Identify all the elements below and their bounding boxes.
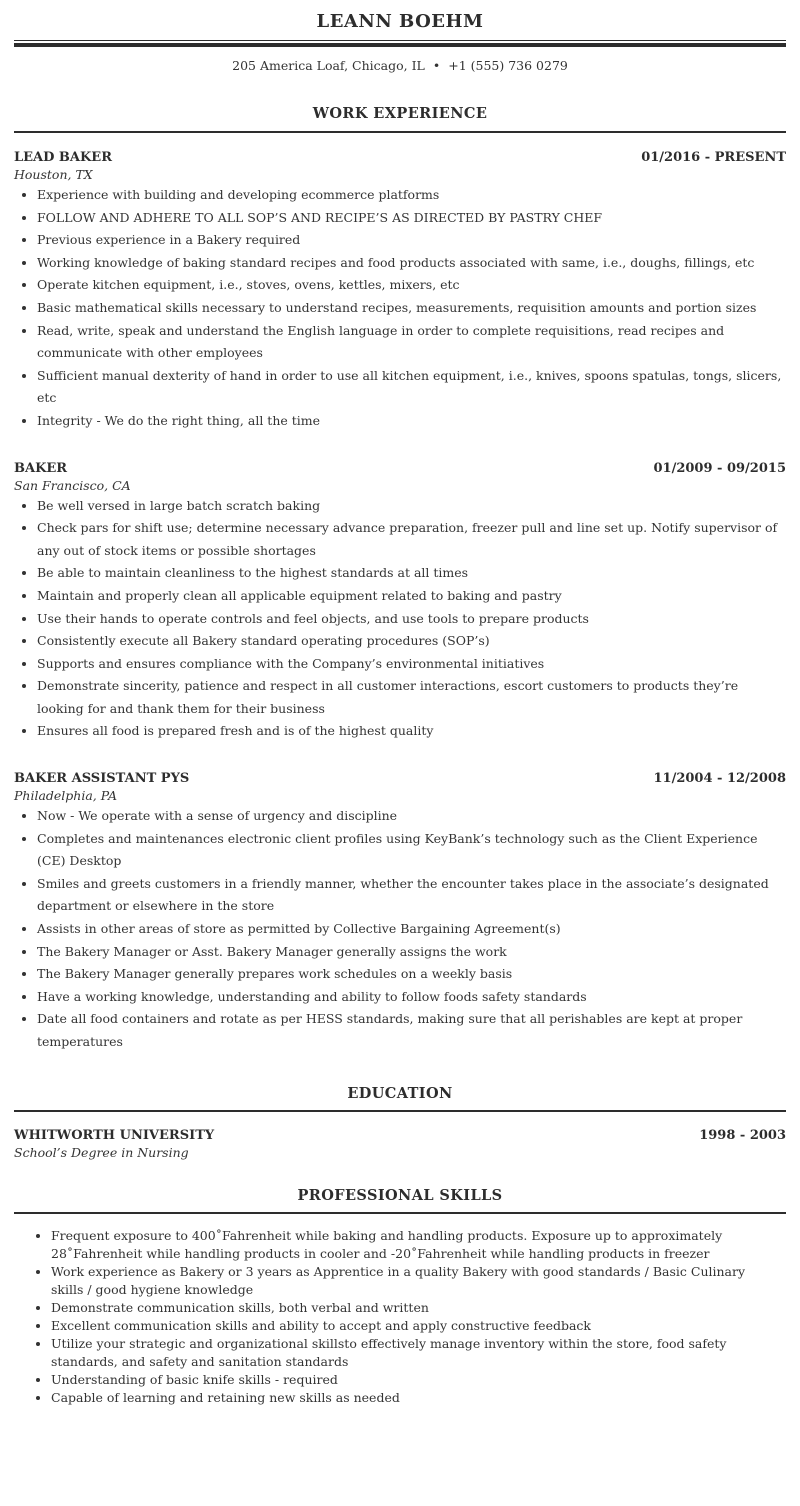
job-location: Philadelphia, PA <box>14 788 118 804</box>
job-header <box>14 150 786 166</box>
job-title: BAKER <box>14 460 68 476</box>
section-divider-work <box>14 131 786 133</box>
resume-page <box>14 0 786 1407</box>
job-entry <box>14 461 786 744</box>
job-bullet: • The Bakery Manager generally prepares work schedules on a weekly basis <box>37 963 786 986</box>
education-dates: 1998 - 2003 <box>699 1127 786 1143</box>
job-bullet: • Supports and ensures compliance with the Company’s environmental initiatives <box>37 653 786 676</box>
job-entry <box>14 771 786 1054</box>
skill-item: • Understanding of basic knife skills - required <box>51 1371 772 1389</box>
job-title: BAKER ASSISTANT PYS <box>14 771 190 787</box>
job-bullet: • Completes and maintenances electronic client profiles using KeyBank’s technology such as the Client Experience (CE) Desktop <box>37 828 786 873</box>
degree: School’s Degree in Nursing <box>14 1144 189 1160</box>
job-bullet: • Be able to maintain cleanliness to the highest standards at all times <box>37 562 786 585</box>
job-bullet: • Be well versed in large batch scratch baking <box>37 495 786 518</box>
job-header <box>14 771 786 787</box>
job-location: San Francisco, CA <box>14 477 131 493</box>
job-entry <box>14 150 786 433</box>
job-bullet: • Date all food containers and rotate as per HESS standards, making sure that all perishables are kept at proper temperatures <box>37 1008 786 1053</box>
job-bullet: • Operate kitchen equipment, i.e., stoves, ovens, kettles, mixers, etc <box>37 274 786 297</box>
candidate-name: LEANN BOEHM <box>316 11 484 32</box>
education-entry <box>14 1128 786 1161</box>
header-divider-thin <box>14 40 786 41</box>
skill-item: • Demonstrate communication skills, both verbal and written <box>51 1299 772 1317</box>
job-bullet: • The Bakery Manager or Asst. Bakery Manager generally assigns the work <box>37 941 786 964</box>
phone: +1 (555) 736 0279 <box>448 58 568 73</box>
job-bullet: • Consistently execute all Bakery standard operating procedures (SOP’s) <box>37 630 786 653</box>
job-bullet: • Use their hands to operate controls and feel objects, and use tools to prepare products <box>37 608 786 631</box>
contact-line <box>14 58 786 74</box>
job-title: LEAD BAKER <box>14 150 113 165</box>
job-bullet: • Basic mathematical skills necessary to understand recipes, measurements, requisition amounts and portion sizes <box>37 297 786 320</box>
header-divider-thick <box>14 43 786 47</box>
job-dates: 01/2009 - 09/2015 <box>653 460 786 476</box>
contact-separator: • <box>432 58 441 73</box>
section-divider-skills <box>14 1212 786 1214</box>
job-bullet: • FOLLOW AND ADHERE TO ALL SOP’S AND RECIPE’S AS DIRECTED BY PASTRY CHEF <box>37 207 786 230</box>
section-divider-education <box>14 1110 786 1112</box>
job-bullet: • Check pars for shift use; determine necessary advance preparation, freezer pull and line set up. Notify supervisor of any out of stock items or possible shortages <box>37 517 786 562</box>
job-bullet: • Ensures all food is prepared fresh and is of the highest quality <box>37 720 786 743</box>
job-bullet: • Assists in other areas of store as permitted by Collective Bargaining Agreement(s) <box>37 918 786 941</box>
skill-item: • Work experience as Bakery or 3 years as Apprentice in a quality Bakery with good standards / Basic Culinary skills / good hygiene knowledge <box>51 1263 772 1299</box>
skill-item: • Utilize your strategic and organizational skillsto effectively manage inventory within the store, food safety standards, and safety and sanitation standards <box>51 1335 772 1371</box>
education-header <box>14 1128 786 1144</box>
job-header <box>14 461 786 477</box>
job-bullet: • Smiles and greets customers in a friendly manner, whether the encounter takes place in the associate’s designated department or elsewhere in the store <box>37 873 786 918</box>
job-bullet: • Integrity - We do the right thing, all the time <box>37 410 786 433</box>
job-dates: 11/2004 - 12/2008 <box>653 771 786 787</box>
job-bullet-list <box>14 495 786 744</box>
school-name: WHITWORTH UNIVERSITY <box>14 1127 215 1143</box>
job-bullet: • Previous experience in a Bakery required <box>37 229 786 252</box>
job-dates: 01/2016 - PRESENT <box>641 150 786 165</box>
job-bullet-list <box>14 184 786 433</box>
job-bullet: • Working knowledge of baking standard recipes and food products associated with same, i.e., doughs, fillings, etc <box>37 252 786 275</box>
job-bullet: • Have a working knowledge, understanding and ability to follow foods safety standards <box>37 986 786 1009</box>
job-bullet: • Demonstrate sincerity, patience and respect in all customer interactions, escort customers to products they’re looking for and thank them for their business <box>37 675 786 720</box>
job-location: Houston, TX <box>14 167 93 182</box>
job-bullet: • Maintain and properly clean all applicable equipment related to baking and pastry <box>37 585 786 608</box>
job-bullet: • Sufficient manual dexterity of hand in order to use all kitchen equipment, i.e., knives, spoons spatulas, tongs, slicers, etc <box>37 365 786 410</box>
skills-list <box>14 1227 786 1407</box>
job-bullet: • Experience with building and developing ecommerce platforms <box>37 184 786 207</box>
skill-item: • Frequent exposure to 400˚Fahrenheit while baking and handling products. Exposure up to approximately 28˚Fahrenheit while handling products in cooler and -20˚Fahrenheit while handling products in freezer <box>51 1227 772 1263</box>
skill-item: • Capable of learning and retaining new skills as needed <box>51 1389 772 1407</box>
job-bullet: • Read, write, speak and understand the English language in order to complete requisitions, read recipes and communicate with other employees <box>37 320 786 365</box>
address: 205 America Loaf, Chicago, IL <box>232 58 425 73</box>
section-title-education: EDUCATION <box>347 1084 453 1102</box>
section-title-skills: PROFESSIONAL SKILLS <box>297 1186 503 1204</box>
job-bullet: • Now - We operate with a sense of urgency and discipline <box>37 805 786 828</box>
job-bullet-list <box>14 805 786 1054</box>
skill-item: • Excellent communication skills and ability to accept and apply constructive feedback <box>51 1317 772 1335</box>
section-title-work: WORK EXPERIENCE <box>312 105 488 122</box>
